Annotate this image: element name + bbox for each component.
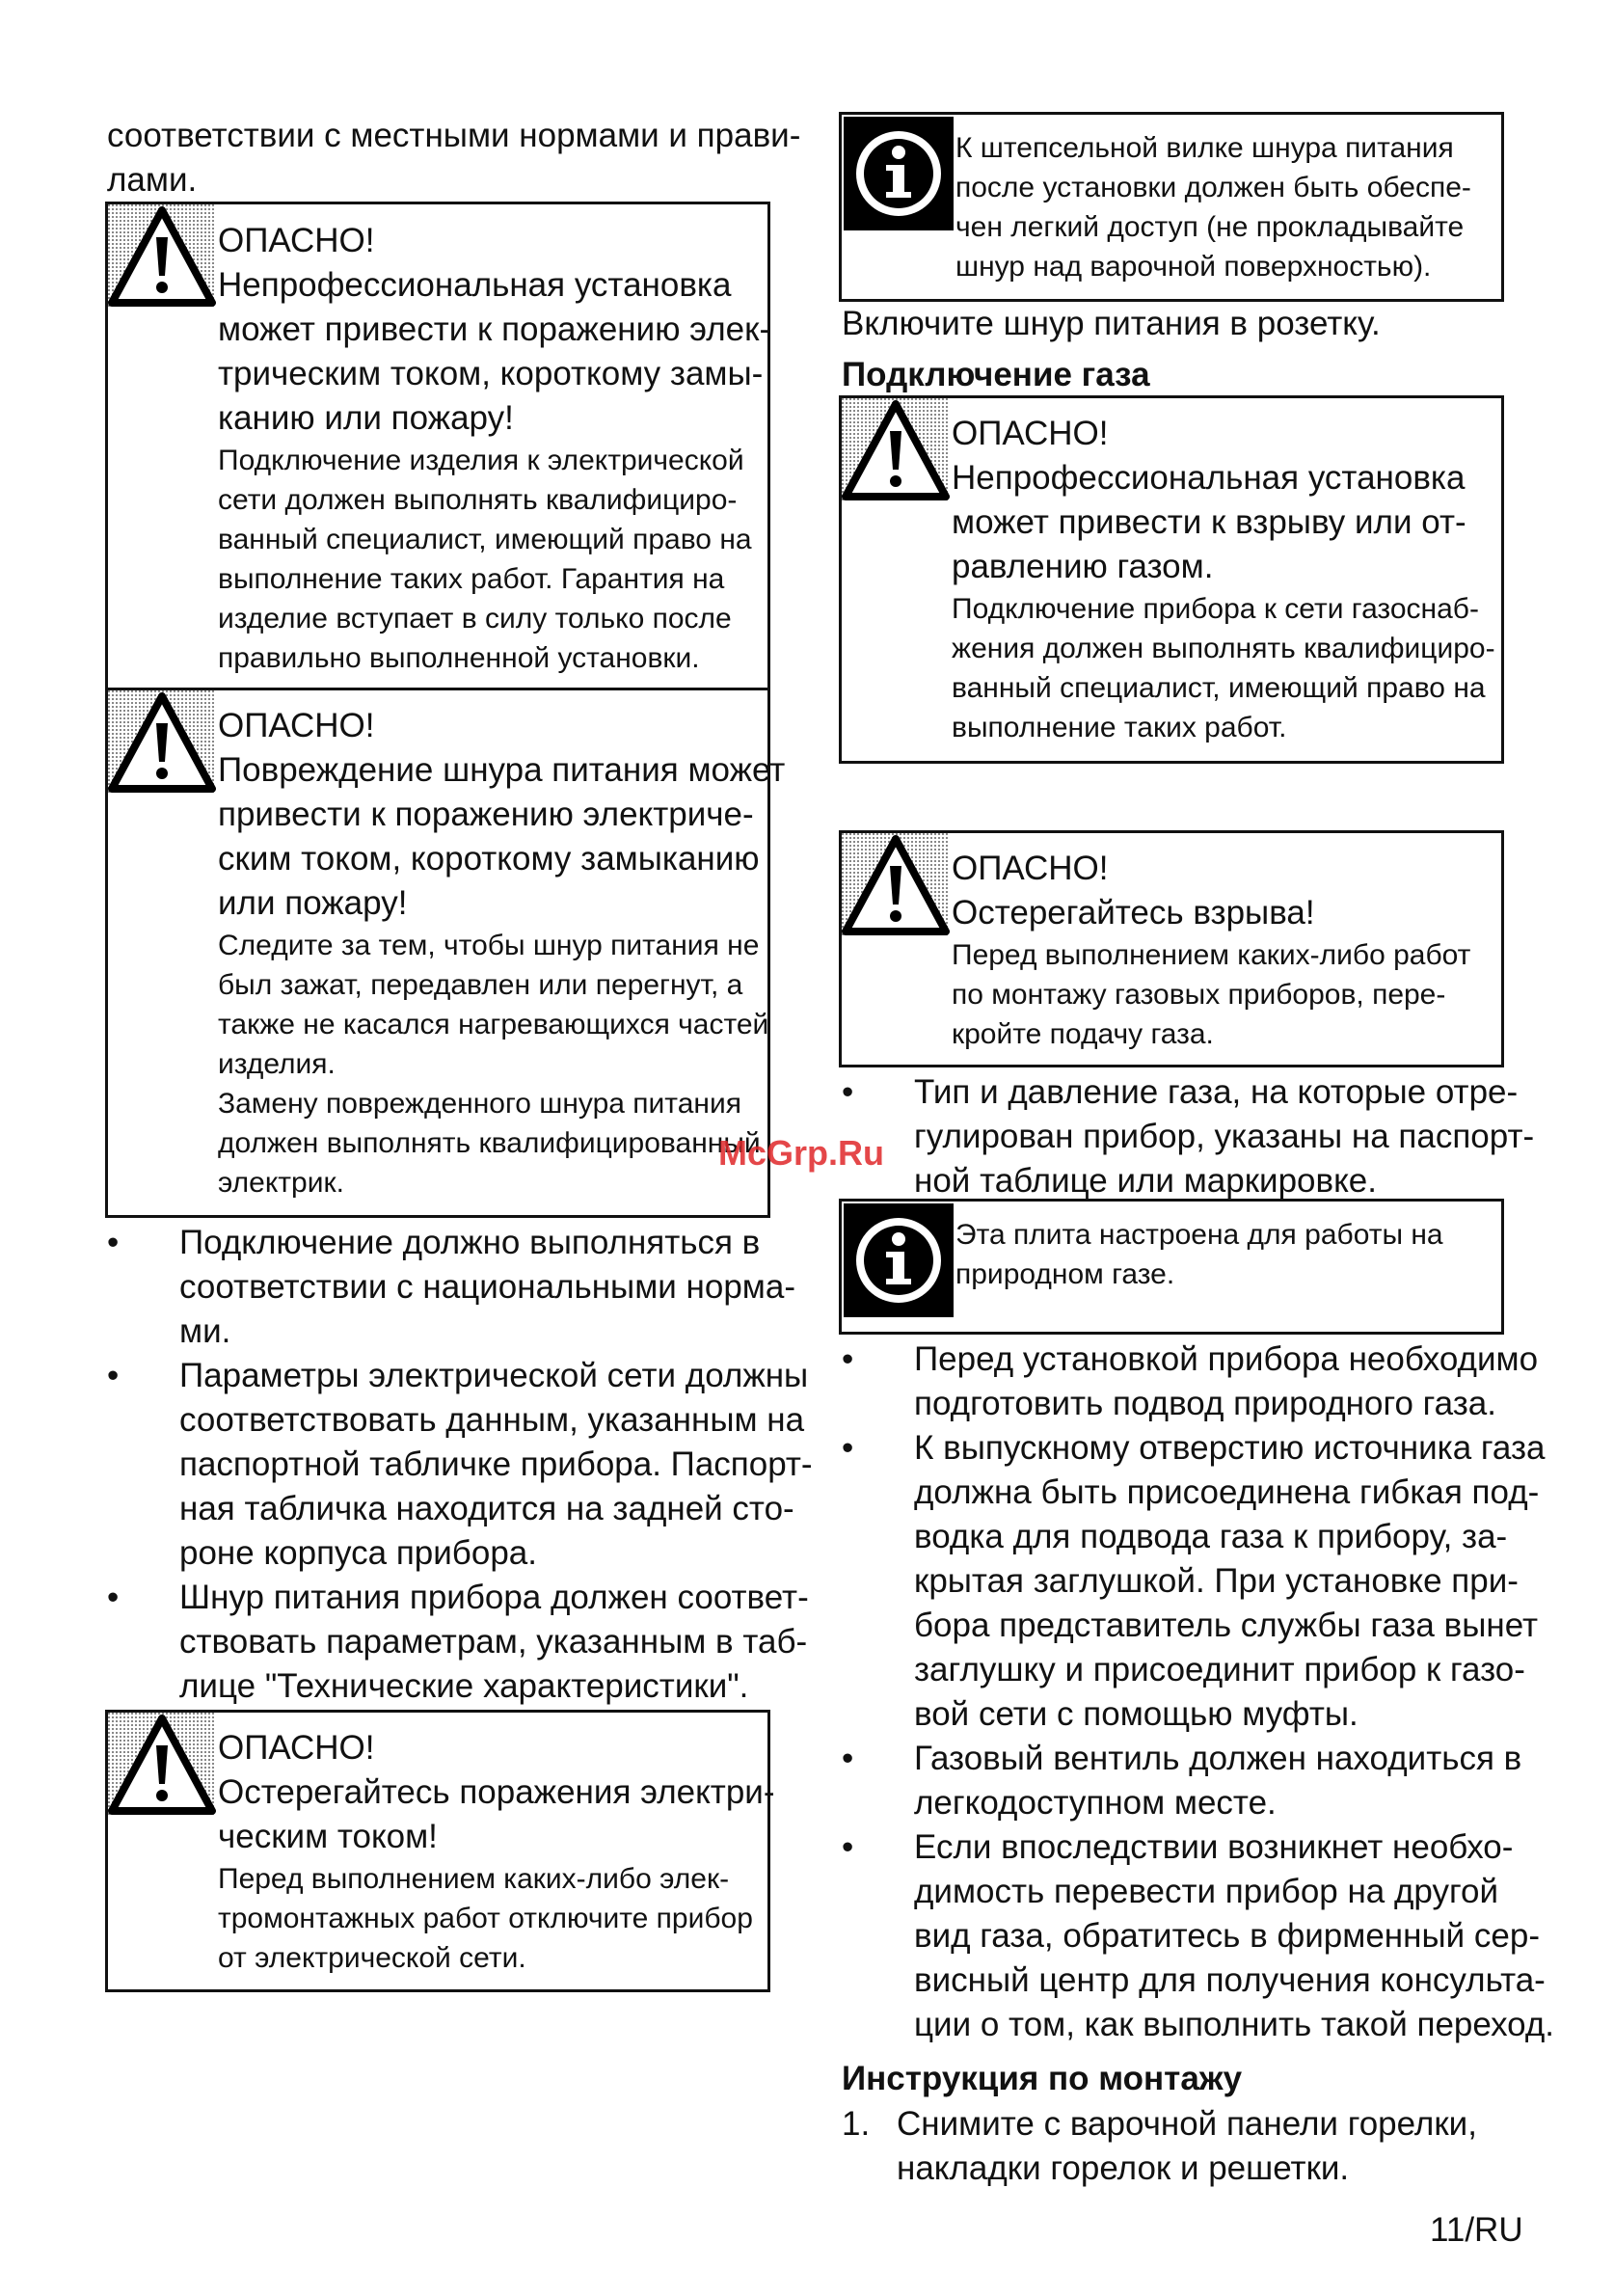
warning-title: ОПАСНО! [218, 1729, 375, 1767]
warning-main-text: Непрофессиональная установка может привести к взрыву или от- равлению газом. [952, 459, 1466, 585]
info-text: Эта плита настроена для работы на природном газе. [955, 1219, 1443, 1290]
gas-connection-heading: Подключение газа [842, 356, 1150, 393]
warning-main-text: Остерегайтесь поражения электри- ческим током! [218, 1773, 775, 1855]
watermark: McGrp.Ru [718, 1133, 885, 1173]
warning-triangle-icon [108, 204, 216, 309]
list-item: • Перед установкой прибора необходимо подготовить подвод природного газа. [842, 1340, 1539, 1422]
warning-main-text: Повреждение шнура питания может привести к поражению электриче- ским током, короткому замыканию или пожару! [218, 751, 786, 922]
info-icon [844, 1203, 954, 1317]
electrical-requirements-list [107, 1221, 813, 1709]
warning-title: ОПАСНО! [218, 707, 375, 744]
warning-box-explosion [839, 830, 1504, 1067]
warning-main-text: Остерегайтесь взрыва! [952, 894, 1315, 932]
warning-triangle-icon [108, 1713, 216, 1817]
list-item: • Подключение должно выполняться в соответствии с национальными норма- ми. [107, 1224, 795, 1350]
list-item: • Если впоследствии возникнет необхо- димость перевести прибор на другой вид газа, обратитесь в фирменный сер- висный центр для получения консульта- ции о том, как выполнить такой переход. [842, 1828, 1555, 2043]
warning-detail-text: Подключение изделия к электрической сети должен выполнять квалифициро- ванный специалист, имеющий право на выполнение таких работ. Гарантия на изделие вступает в силу только после правильно выполненной установки. [218, 445, 752, 674]
warning-triangle-icon [108, 690, 216, 795]
list-item: • Тип и давление газа, на которые отре- гулирован прибор, указаны на паспорт- ной таблице или маркировке. [842, 1073, 1535, 1200]
info-icon [844, 117, 954, 230]
warning-box-power-cord [105, 688, 786, 1218]
warning-triangle-icon [842, 398, 950, 502]
info-box-plug-access [839, 112, 1504, 302]
info-text: К штепсельной вилке шнура питания после установки должен быть обеспе- чен легкий доступ (не прокладывайте шнур над варочной поверхностью). [955, 132, 1471, 283]
list-item: • Параметры электрической сети должны соответствовать данным, указанным на паспортной табличке прибора. Паспорт- ная табличка находится на задней сто- роне корпуса прибора. [107, 1357, 813, 1572]
installation-heading: Инструкция по монтажу [842, 2060, 1243, 2097]
list-item: • Газовый вентиль должен находиться в легкодоступном месте. [842, 1740, 1522, 1822]
page-number: 11/RU [1430, 2211, 1523, 2249]
warning-box-electric-shock [105, 1710, 775, 1992]
warning-main-text: Непрофессиональная установка может привести к поражению элек- трическим током, короткому замы- канию или пожару! [218, 266, 771, 437]
warning-detail-text: Следите за тем, чтобы шнур питания не был зажат, передавлен или перегнут, а также не касался нагревающихся частей изделия. Замену поврежденного шнура питания должен выполнять квалифицированный электрик. [218, 930, 769, 1199]
gas-type-list [842, 1070, 1535, 1203]
info-box-natural-gas [839, 1199, 1504, 1335]
warning-detail-text: Перед выполнением каких-либо элек- тромонтажных работ отключите прибор от электрической сети. [218, 1863, 753, 1974]
warning-triangle-icon [842, 833, 950, 937]
warning-box-electric-install [105, 202, 770, 689]
list-item: 1. Снимите с варочной панели горелки, накладки горелок и решетки. [842, 2105, 1477, 2187]
warning-box-gas-install [839, 395, 1504, 764]
plug-in-instruction: Включите шнур питания в розетку. [842, 305, 1381, 342]
warning-detail-text: Подключение прибора к сети газоснаб- жения должен выполнять квалифициро- ванный специалист, имеющий право на выполнение таких работ. [952, 593, 1495, 743]
gas-requirements-list [842, 1337, 1555, 2047]
intro-line: лами. [107, 161, 198, 199]
intro-line: соответствии с местными нормами и прави- [107, 117, 801, 154]
installation-steps [842, 2102, 1517, 2191]
warning-title: ОПАСНО! [218, 222, 375, 259]
warning-detail-text: Перед выполнением каких-либо работ по монтажу газовых приборов, пере- кройте подачу газа. [952, 939, 1471, 1050]
warning-title: ОПАСНО! [952, 850, 1109, 887]
warning-title: ОПАСНО! [952, 415, 1109, 452]
list-item: • К выпускному отверстию источника газа должна быть присоединена гибкая под- водка для подвода газа к прибору, за- крытая заглушкой. При установке при- бора представитель службы газа вынет заглушку и присоединит прибор к газо- вой сети с помощью муфты. [842, 1429, 1546, 1733]
list-item: • Шнур питания прибора должен соответ- ствовать параметрам, указанным в таб- лице "Технические характеристики". [107, 1579, 809, 1705]
intro-paragraph [107, 114, 800, 203]
